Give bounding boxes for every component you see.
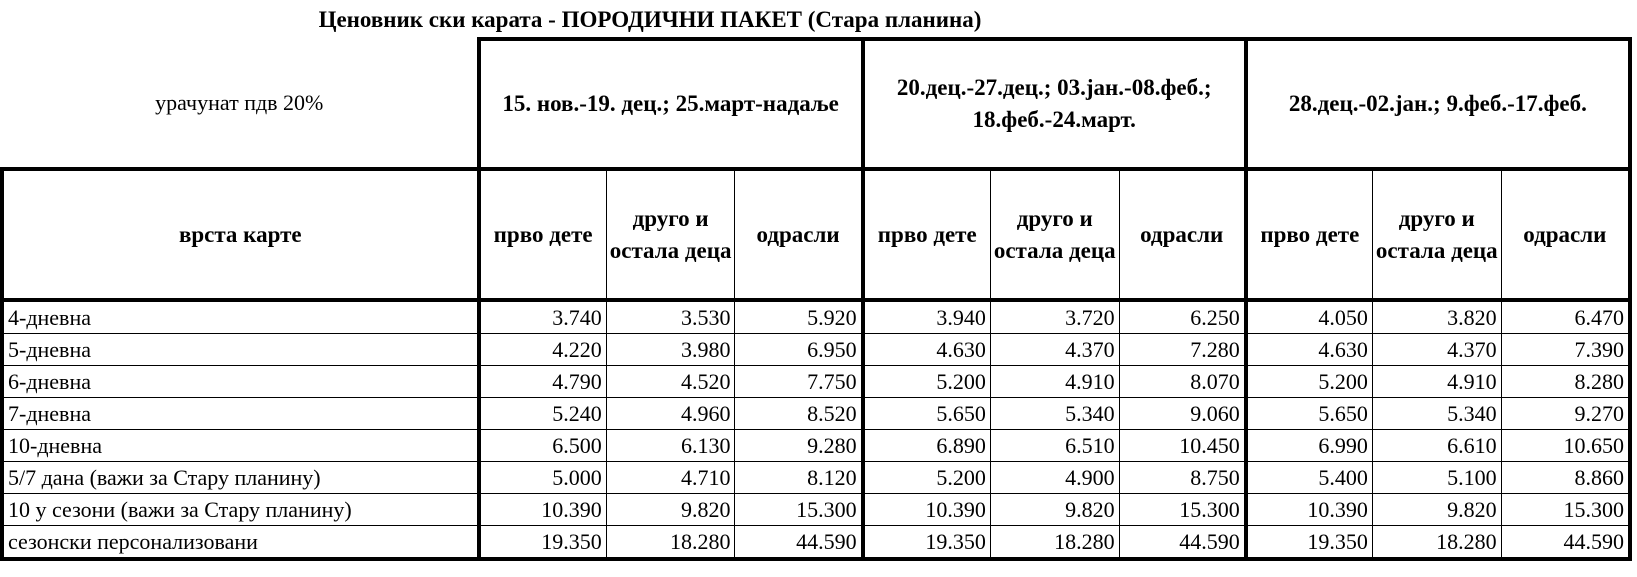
price-cell-first-child: 10.390: [863, 494, 991, 526]
table-row: [2, 430, 1630, 462]
price-cell-other-children: 4.960: [606, 398, 735, 430]
sub-header-row: [2, 169, 1630, 300]
sub-header-other-children: друго и остала деца: [606, 169, 735, 300]
period-header: 15. нов.-19. дец.; 25.март-надаље: [479, 39, 863, 169]
price-cell-adults: 44.590: [1501, 526, 1630, 560]
price-cell-first-child: 5.400: [1246, 462, 1373, 494]
price-cell-first-child: 19.350: [863, 526, 991, 560]
price-cell-adults: 7.750: [735, 366, 863, 398]
price-cell-adults: 8.520: [735, 398, 863, 430]
price-cell-other-children: 4.370: [990, 334, 1119, 366]
price-cell-other-children: 5.100: [1372, 462, 1501, 494]
price-cell-other-children: 3.720: [990, 300, 1119, 334]
price-cell-first-child: 4.050: [1246, 300, 1373, 334]
price-cell-first-child: 19.350: [479, 526, 607, 560]
price-cell-adults: 10.650: [1501, 430, 1630, 462]
sub-header-other-children: друго и остала деца: [1372, 169, 1501, 300]
price-cell-first-child: 5.200: [863, 462, 991, 494]
price-cell-other-children: 5.340: [990, 398, 1119, 430]
table-row: [2, 300, 1630, 334]
price-cell-first-child: 10.390: [1246, 494, 1373, 526]
period-header: 20.дец.-27.дец.; 03.јан.-08.феб.; 18.феб.-24.март.: [863, 39, 1246, 169]
table-row: [2, 494, 1630, 526]
price-cell-adults: 8.070: [1119, 366, 1246, 398]
price-cell-other-children: 4.910: [990, 366, 1119, 398]
price-cell-adults: 8.750: [1119, 462, 1246, 494]
price-cell-adults: 15.300: [735, 494, 863, 526]
price-cell-other-children: 5.340: [1372, 398, 1501, 430]
price-cell-adults: 6.250: [1119, 300, 1246, 334]
price-cell-first-child: 3.940: [863, 300, 991, 334]
price-cell-first-child: 5.650: [1246, 398, 1373, 430]
sub-header-adults: одрасли: [735, 169, 863, 300]
ticket-type-label: 5-дневна: [2, 334, 479, 366]
price-cell-adults: 8.120: [735, 462, 863, 494]
price-cell-first-child: 5.650: [863, 398, 991, 430]
sub-header-first-child: прво дете: [479, 169, 607, 300]
price-cell-adults: 7.390: [1501, 334, 1630, 366]
price-cell-first-child: 5.200: [863, 366, 991, 398]
price-cell-other-children: 4.900: [990, 462, 1119, 494]
table-row: [2, 462, 1630, 494]
vat-note: урачунат пдв 20%: [2, 39, 479, 169]
sub-header-adults: одрасли: [1501, 169, 1630, 300]
price-cell-adults: 5.920: [735, 300, 863, 334]
price-cell-adults: 15.300: [1501, 494, 1630, 526]
price-cell-adults: 44.590: [735, 526, 863, 560]
price-rows: [2, 300, 1630, 559]
price-cell-first-child: 10.390: [479, 494, 607, 526]
price-cell-other-children: 3.820: [1372, 300, 1501, 334]
price-cell-adults: 9.280: [735, 430, 863, 462]
price-cell-other-children: 6.610: [1372, 430, 1501, 462]
price-cell-first-child: 5.200: [1246, 366, 1373, 398]
ticket-type-label: сезонски персонализовани: [2, 526, 479, 560]
price-cell-first-child: 4.220: [479, 334, 607, 366]
price-cell-first-child: 19.350: [1246, 526, 1373, 560]
price-cell-other-children: 6.510: [990, 430, 1119, 462]
ticket-type-label: 6-дневна: [2, 366, 479, 398]
table-row: [2, 334, 1630, 366]
sub-header-first-child: прво дете: [863, 169, 991, 300]
period-header: 28.дец.-02.јан.; 9.феб.-17.феб.: [1246, 39, 1630, 169]
period-header-row: [2, 39, 1630, 169]
price-cell-other-children: 6.130: [606, 430, 735, 462]
table-row: [2, 366, 1630, 398]
price-cell-adults: 8.860: [1501, 462, 1630, 494]
price-cell-other-children: 4.520: [606, 366, 735, 398]
price-cell-other-children: 4.370: [1372, 334, 1501, 366]
price-cell-adults: 44.590: [1119, 526, 1246, 560]
table-row: [2, 526, 1630, 560]
ticket-type-label: 5/7 дана (важи за Стару планину): [2, 462, 479, 494]
price-cell-other-children: 4.910: [1372, 366, 1501, 398]
sub-header-adults: одрасли: [1119, 169, 1246, 300]
price-cell-other-children: 3.980: [606, 334, 735, 366]
price-cell-adults: 9.270: [1501, 398, 1630, 430]
price-cell-other-children: 18.280: [990, 526, 1119, 560]
price-cell-other-children: 3.530: [606, 300, 735, 334]
price-cell-other-children: 4.710: [606, 462, 735, 494]
price-cell-first-child: 4.630: [1246, 334, 1373, 366]
price-cell-adults: 6.950: [735, 334, 863, 366]
price-cell-first-child: 4.790: [479, 366, 607, 398]
price-cell-adults: 9.060: [1119, 398, 1246, 430]
price-cell-other-children: 18.280: [606, 526, 735, 560]
price-cell-first-child: 4.630: [863, 334, 991, 366]
ticket-type-header: врста карте: [2, 169, 479, 300]
price-cell-adults: 6.470: [1501, 300, 1630, 334]
ticket-type-label: 10-дневна: [2, 430, 479, 462]
price-cell-other-children: 9.820: [606, 494, 735, 526]
price-cell-other-children: 9.820: [990, 494, 1119, 526]
price-cell-first-child: 5.000: [479, 462, 607, 494]
price-cell-adults: 15.300: [1119, 494, 1246, 526]
table-row: [2, 398, 1630, 430]
ticket-type-label: 4-дневна: [2, 300, 479, 334]
price-cell-other-children: 9.820: [1372, 494, 1501, 526]
price-cell-first-child: 6.500: [479, 430, 607, 462]
price-cell-adults: 7.280: [1119, 334, 1246, 366]
price-cell-first-child: 3.740: [479, 300, 607, 334]
price-cell-first-child: 5.240: [479, 398, 607, 430]
price-cell-first-child: 6.890: [863, 430, 991, 462]
ticket-type-label: 10 у сезони (важи за Стару планину): [2, 494, 479, 526]
price-table: [0, 37, 1632, 561]
ticket-type-label: 7-дневна: [2, 398, 479, 430]
sub-header-first-child: прво дете: [1246, 169, 1373, 300]
price-cell-adults: 8.280: [1501, 366, 1630, 398]
price-cell-first-child: 6.990: [1246, 430, 1373, 462]
page-title: Ценовник ски карата - ПОРОДИЧНИ ПАКЕТ (Стара планина): [318, 7, 982, 32]
price-cell-adults: 10.450: [1119, 430, 1246, 462]
sub-header-other-children: друго и остала деца: [990, 169, 1119, 300]
price-cell-other-children: 18.280: [1372, 526, 1501, 560]
